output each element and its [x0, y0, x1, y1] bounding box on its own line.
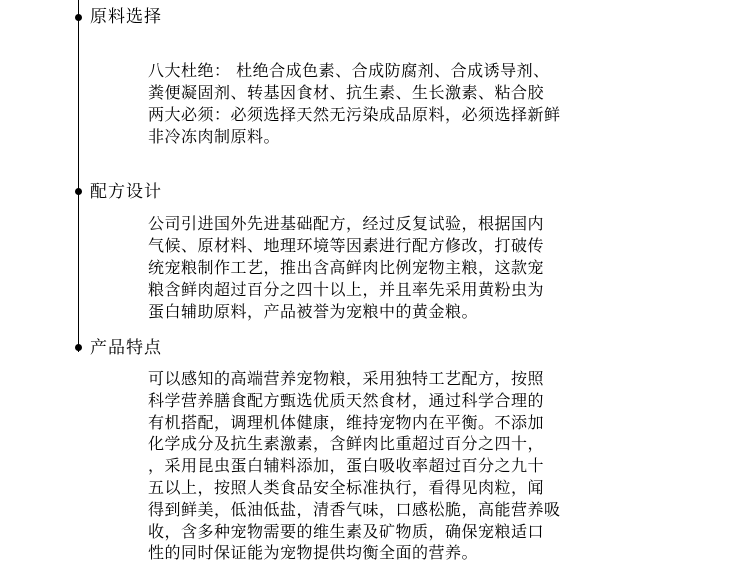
- body-line: 蛋白辅助原料，产品被誉为宠粮中的黄金粮。: [148, 302, 479, 321]
- section-body-product-features: [148, 368, 561, 564]
- section-heading-product-features: 产品特点: [90, 338, 162, 358]
- body-line: 性的同时保证能为宠物提供均衡全面的营养。: [148, 543, 479, 563]
- body-line: 科学营养膳食配方甄选优质天然食材，通过科学合理的: [148, 390, 545, 410]
- body-line: 气候、原材料、地理环境等因素进行配方修改，打破传: [148, 236, 545, 255]
- section-heading-raw-materials: 原料选择: [90, 7, 162, 27]
- body-line: 收，含多种宠物需要的维生素及矿物质，确保宠粮适口: [148, 521, 545, 541]
- body-line: 可以感知的高端营养宠物粮，采用独特工艺配方，按照: [148, 369, 545, 388]
- timeline-line: [78, 0, 79, 352]
- section-body-raw-materials: [148, 60, 561, 148]
- body-line: 粮含鲜肉超过百分之四十以上，并且率先采用黄粉虫为: [148, 280, 545, 299]
- section-body-formula-design: [148, 213, 544, 323]
- body-line: 得到鲜美，低油低盐，清香气味，口感松脆，高能营养吸: [148, 499, 561, 519]
- bullet-dot: [75, 188, 82, 195]
- body-line: 化学成分及抗生素激素，含鲜肉比重超过百分之四十，: [148, 434, 545, 454]
- body-line: 公司引进国外先进基础配方，经过反复试验，根据国内: [148, 214, 545, 233]
- body-line: 五以上，按照人类食品安全标准执行，看得见肉粒，闻: [148, 477, 545, 497]
- body-line: 统宠粮制作工艺，推出含高鲜肉比例宠物主粮，这款宠: [148, 258, 545, 277]
- bullet-dot: [75, 344, 82, 351]
- body-line: 八大杜绝： 杜绝合成色素、合成防腐剂、合成诱导剂、: [148, 61, 550, 80]
- section-heading-formula-design: 配方设计: [90, 182, 162, 202]
- body-line: 非冷冻肉制原料。: [148, 127, 281, 146]
- body-line: 两大必须：必须选择天然无污染成品原料，必须选择新鲜: [148, 105, 561, 124]
- body-line: 有机搭配，调理机体健康，维持宠物内在平衡。不添加: [148, 412, 545, 432]
- body-line: 粪便凝固剂、转基因食材、抗生素、生长激素、粘合胶: [148, 83, 545, 102]
- body-line: ，采用昆虫蛋白辅料添加，蛋白吸收率超过百分之九十: [148, 456, 545, 476]
- bullet-dot: [75, 14, 82, 21]
